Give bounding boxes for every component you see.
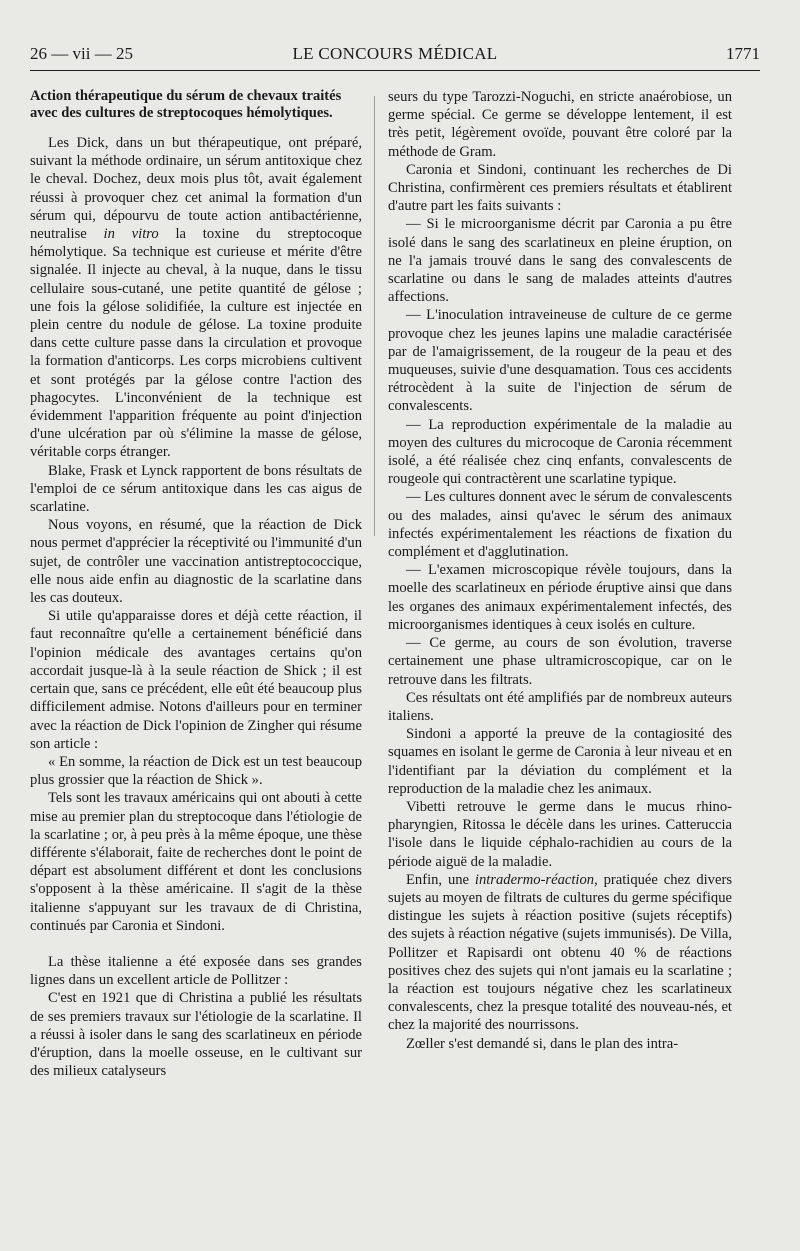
italic-term: intradermo-réaction — [474, 871, 595, 888]
paragraph: Enfin, une intradermo-réaction, pratiquée chez divers sujets au moyen de filtrats de cultures du germe spécifique distingue les sujets à réaction positive (sujets réceptifs) des sujets à réaction négative (sujets immunisés). De Villa, Pollitzer et Rapisardi ont obtenu 40 % de réactions positives chez des sujets qui n'ont jamais eu la scarlatine ; la réaction est toujours négative chez les scarlatineux convalescents, chez la presque totalité des nouveau-nés, et chez la majorité des nourrissons. — [388, 871, 732, 1034]
paragraph-continued: seurs du type Tarozzi-Noguchi, en stricte anaérobiose, un germe spécial. Ce germe se développe lentement, il est très petit, légèrement ovoïde, pouvant être coloré par la méthode de Gram. — [388, 89, 732, 160]
running-header — [30, 44, 760, 70]
paragraph: Si utile qu'apparaisse dores et déjà cette réaction, il faut reconnaître qu'elle a certainement bénéficié dans l'opinion médicale des avantages certains qu'on accordait jusque-là à la seule réaction de Shick ; il est certain que, sans ce précédent, elle eût été beaucoup plus difficilement admise. Notons d'ailleurs pour en terminer avec la réaction de Dick l'opinion de Zingher qui résume son article : — [30, 608, 362, 752]
column-divider — [374, 96, 375, 536]
paragraph: Caronia et Sindoni, continuant les recherches de Di Christina, confirmèrent ces premiers résultats et établirent d'autre part les faits suivants : — [388, 161, 732, 215]
finding-item: — Ce germe, au cours de son évolution, traverse certainement une phase ultramicroscopique, car on le retrouve dans les filtrats. — [388, 635, 732, 688]
left-column — [30, 88, 362, 1080]
finding-item: — Si le microorganisme décrit par Caronia a pu être isolé dans le sang des scarlatineux en pleine éruption, on ne l'a jamais trouvé dans le sang des convalescents de scarlatine ou dans le sang de malades atteints d'autres affections. — [388, 216, 732, 306]
paragraph: Nous voyons, en résumé, que la réaction de Dick nous permet d'apprécier la réceptivité ou l'immunité d'un sujet, de contrôler une vaccination antistreptococcique, elle nous aide enfin au diagnostic de la scarlatine dans les cas douteux. — [30, 517, 362, 607]
paragraph: Sindoni a apporté la preuve de la contagiosité des squames en isolant le germe de Caronia à leur niveau et en l'identifiant par la déviation du complément et la reproduction de la maladie chez les animaux. — [388, 726, 732, 797]
journal-title: LE CONCOURS MÉDICAL — [292, 44, 498, 63]
header-rule — [30, 70, 760, 71]
paragraph: Tels sont les travaux américains qui ont abouti à cette mise au premier plan du streptocoque dans l'étiologie de la scarlatine ; or, à peu près à la même époque, une thèse différente s'élaborait, faite de recherches dont le point de départ est absolument différent et dont les conclusions s'opposent à la thèse américaine. Il s'agit de la thèse italienne s'appuyant sur les travaux de di Christina, continués par Caronia et Sindoni. — [30, 790, 362, 934]
paragraph: Zœller s'est demandé si, dans le plan des intra- — [406, 1035, 679, 1052]
right-column — [388, 88, 732, 1053]
paragraph: Blake, Frask et Lynck rapportent de bons résultats de l'emploi de ce sérum antitoxique dans les cas aigus de scarlatine. — [30, 462, 362, 516]
paragraph: Les Dick, dans un but thérapeutique, ont préparé, suivant la méthode ordinaire, un sérum antitoxique chez le cheval. Dochez, deux mois plus tôt, avait également réussi à provoquer chez cet animal la formation d'un sérum qui, dépourvu de toute action antibactérienne, neutralise in vitro la toxine du streptocoque hémolytique. Sa technique est curieuse et mérite d'être signalée. Il injecte au cheval, à la nuque, dans le tissu cellulaire sous-cutané, une petite quantité de gélose ; une fois la gélose solidifiée, la culture est injectée en plein centre du nodule de gélose. La toxine produite dans cette culture passe dans la circulation et provoque la formation d'anticorps. Les corps microbiens cultivent et sont protégés par la gélose contre l'action des phagocytes. L'inconvénient de la technique est évidemment l'apparition fréquente au point d'injection d'une ulcération par où s'élimine la masse de gélose, véritable corps étranger. — [30, 135, 363, 461]
finding-item: — L'examen microscopique révèle toujours, dans la moelle des scarlatineux en période éruptive ainsi que dans les organes des animaux expérimentalement infectés, des microorganismes identiques à ceux isolés en culture. — [388, 562, 732, 633]
finding-item: — L'inoculation intraveineuse de culture de ce germe provoque chez les jeunes lapins une maladie caractérisée par de l'amaigrissement, de la rougeur de la peau et des muqueuses, suivie d'une desquamation. Tous ces accidents rétrocèdent à la suite de l'injection de sérum de convalescents. — [388, 307, 732, 415]
quotation: « En somme, la réaction de Dick est un test beaucoup plus grossier que la réaction de Shick ». — [30, 753, 362, 789]
issue-date: 26 — vii — 25 — [30, 44, 133, 63]
italic-term: in vitro — [103, 226, 159, 243]
finding-item: — La reproduction expérimentale de la maladie au moyen des cultures du microcoque de Caronia récemment isolé, a été réalisée chez cinq enfants, convalescents de rougeole qui contractèrent une scarlatine typique. — [388, 416, 732, 488]
paragraph: Vibetti retrouve le germe dans le mucus rhino-pharyngien, Ritossa le décèle dans les urines. Catteruccia l'isole dans le liquide céphalo-rachidien au cours de la période aiguë de la maladie. — [388, 798, 732, 870]
page-number: 1771 — [726, 44, 760, 63]
paragraph: Ces résultats ont été amplifiés par de nombreux auteurs italiens. — [388, 689, 732, 724]
finding-item: — Les cultures donnent avec le sérum de convalescents ou des malades, ainsi qu'avec le sérum des animaux infectés expérimentalement les réactions de fixation du complément et d'agglutination. — [388, 489, 732, 561]
paragraph: C'est en 1921 que di Christina a publié les résultats de ses premiers travaux sur l'étiologie de la scarlatine. Il a réussi à isoler dans le sang des scarlatineux en période d'éruption, dans la moelle osseuse, en le cultivant sur des milieux catalyseurs — [30, 990, 362, 1080]
section-heading: Action thérapeutique du sérum de chevaux traités avec des cultures de streptocoques hémolytiques. — [30, 88, 342, 121]
paragraph: La thèse italienne a été exposée dans ses grandes lignes dans un excellent article de Pollitzer : — [30, 953, 362, 989]
